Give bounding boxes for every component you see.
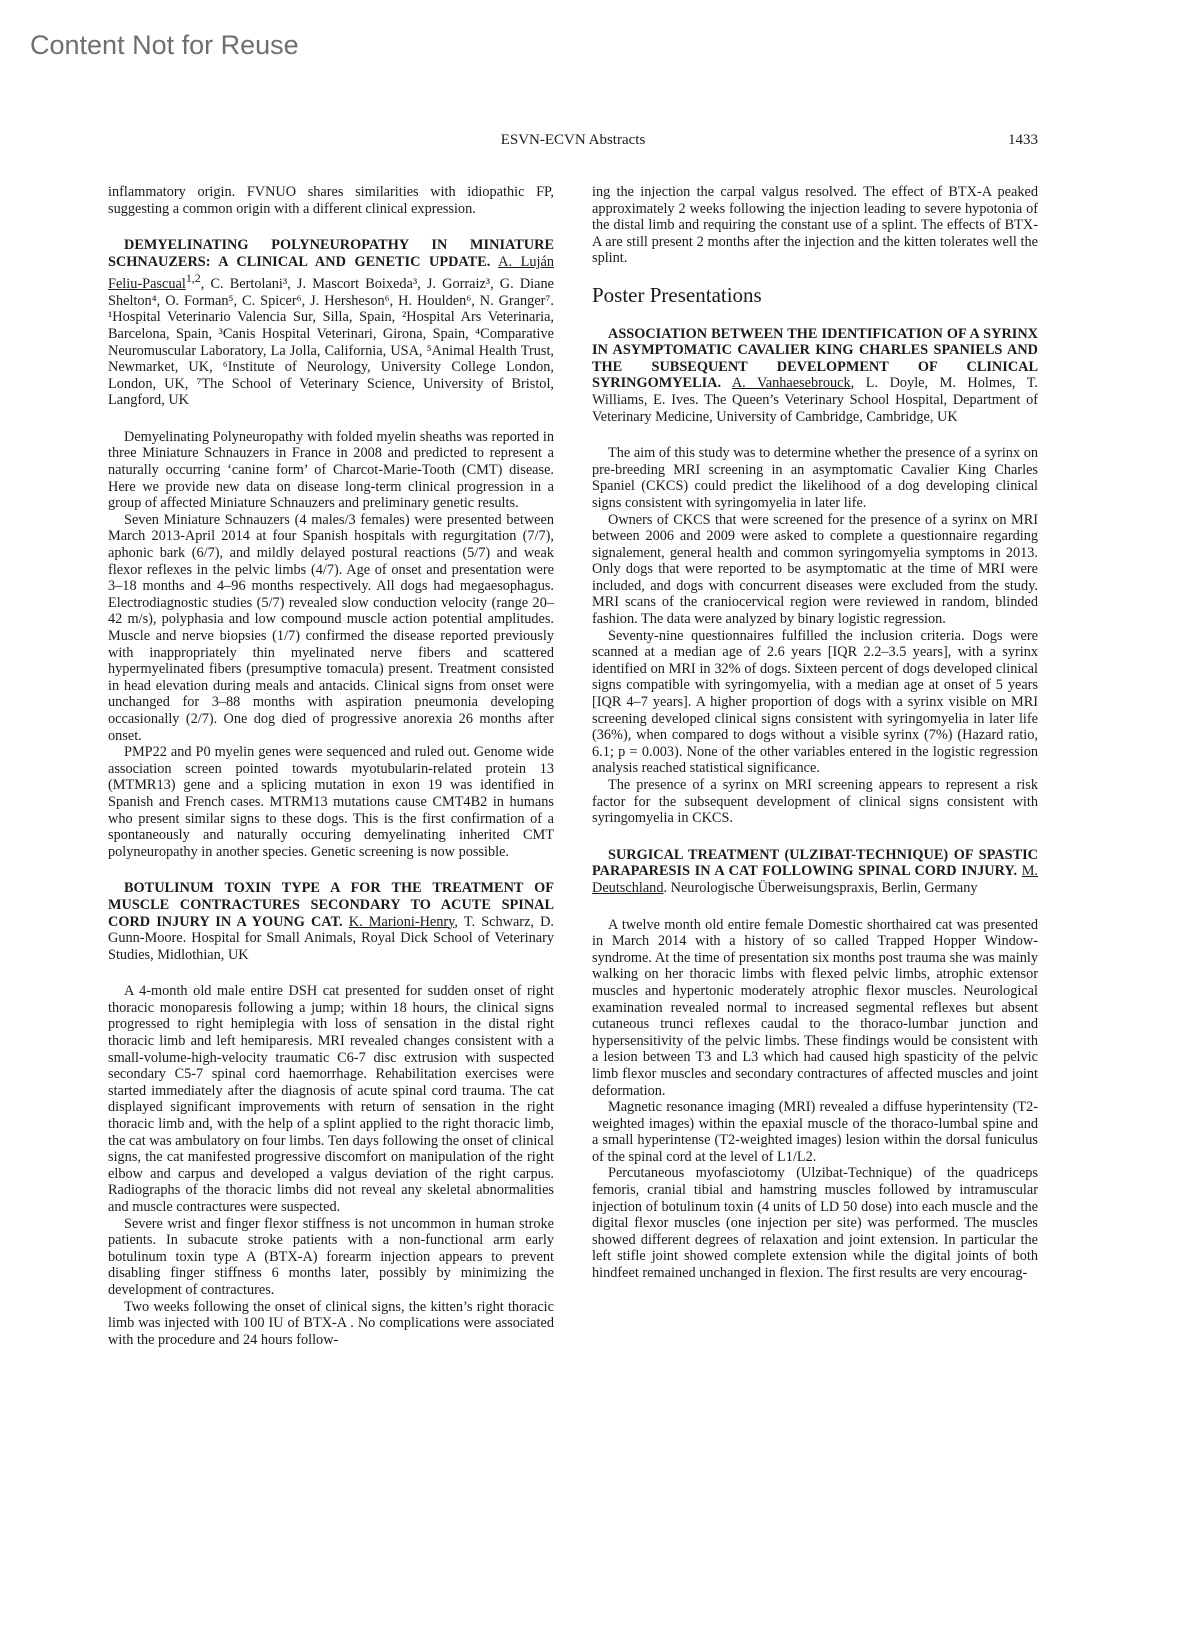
- presenting-author: A. Luján Feliu-Pascual: [108, 253, 554, 293]
- affiliations: Neurologische Überweisungspraxis, Berlin, Germany: [670, 879, 978, 896]
- abstract-paragraph: The aim of this study was to determine whether the presence of a syrinx on pre-breeding MRI screening in an asymptomatic Cavalier King Charles Spaniel (CKCS) could predict the likelihood of a dog developing clinical signs consistent with syringomyelia in later life.: [592, 445, 1038, 511]
- abstract-header-syrinx: [592, 326, 1038, 426]
- abstract-paragraph: The presence of a syrinx on MRI screening appears to represent a risk factor for the subsequent development of clinical signs consistent with syringomyelia in CKCS.: [592, 777, 1038, 827]
- presenting-author: K. Marioni-Henry: [348, 913, 455, 930]
- affiliations: The Queen’s Veterinary School Hospital, Department of Veterinary Medicine, University of Cambridge, Cambridge, UK: [592, 391, 1038, 425]
- abstract-paragraph: A 4-month old male entire DSH cat presented for sudden onset of right thoracic monoparesis following a jump; within 18 hours, the clinical signs progressed to right hemiplegia with loss of sensation in the distal right thoracic limb and left hemiparesis. MRI revealed changes consistent with a small-volume-high-velocity traumatic C6-7 disc extrusion with suspected secondary C5-7 spinal cord haemorrhage. Rehabilitation exercises were started immediately after the diagnosis of acute spinal cord trauma. The cat displayed significant improvements with return of sensation in the right thoracic limb and, with the help of a splint applied to the right thoracic limb, the cat was ambulatory on four limbs. Ten days following the onset of clinical signs, the cat manifested progressive discomfort on manipulation of the right elbow and carpus and developed a valgus deviation of the right carpus. Radiographs of the thoracic limbs did not reveal any skeletal abnormalities and muscle contractures were suspected.: [108, 983, 554, 1216]
- abstract-paragraph: PMP22 and P0 myelin genes were sequenced and ruled out. Genome wide association screen pointed towards myotubularin-related protein 13 (MTMR13) gene and a splicing mutation in exon 19 was identified in Spanish and French cases. MTRM13 mutations cause CMT4B2 in humans who present similar signs to these dogs. This is the first confirmation of a spontaneously and naturally occuring demyelinating inherited CMT polyneuropathy in another species. Genetic screening is now possible.: [108, 744, 554, 860]
- affiliations: ¹Hospital Veterinario Valencia Sur, Silla, Spain, ²Hospital Ars Veterinaria, Barcelona, Spain, ³Canis Hospital Veterinari, Girona, Spain, ⁴Comparative Neuromuscular Laboratory, La Jolla, California, USA, ⁵Animal Health Trust, Newmarket, UK, ⁶Institute of Neurology, University College London, London, UK, ⁷The School of Veterinary Science, University of Bristol, Langford, UK: [108, 309, 554, 409]
- section-heading: Poster Presentations: [592, 282, 762, 307]
- affiliations: Hospital for Small Animals, Royal Dick School of Veterinary Studies, Midlothian, UK: [108, 930, 555, 963]
- watermark: Content Not for Reuse: [30, 30, 299, 60]
- presenting-author: A. Vanhaesebrouck: [731, 375, 851, 392]
- abstract-title: SURGICAL TREATMENT (ULZIBAT-TECHNIQUE) OF SPASTIC PARAPARESIS IN A CAT FOLLOWING SPINAL CORD INJURY.: [592, 846, 1038, 880]
- author-list: , L. Doyle, M. Holmes, T. Williams, E. Ives.: [592, 375, 1038, 408]
- author-list: , T. Schwarz, D. Gunn-Moore.: [108, 913, 555, 947]
- abstract-title: DEMYELINATING POLYNEUROPATHY IN MINIATURE SCHNAUZERS: A CLINICAL AND GENETIC UPDATE.: [108, 237, 554, 270]
- left-column: [108, 184, 554, 1348]
- page-number: 1433: [1008, 132, 1038, 148]
- abstract-header-demyelinating: [108, 237, 554, 409]
- abstract-paragraph: Seven Miniature Schnauzers (4 males/3 females) were presented between March 2013-April 2014 at four Spanish hospitals with regurgitation (7/7), aphonic bark (6/7), and mildly delayed postural reactions (5/7) and weak flexor reflexes in the pelvic limbs (4/7). Age of onset and presentation were 3–18 months and 4–96 months respectively. All dogs had megaesophagus. Electrodiagnostic studies (5/7) revealed slow conduction velocity (range 20–42 m/s), polyphasia and low compound muscle action potential amplitudes. Muscle and nerve biopsies (1/7) confirmed the disease reported previously with inappropriately thin myelinated nerve fibers and scattered hypermyelinated fibers (presumptive tomacula) present. Treatment consisted in head elevation during meals and antacids. Clinical signs from onset were unchanged for 3–88 months with aspiration pneumonia developing occasionally (2/7). One dog died of progressive anorexia 26 months after onset.: [108, 511, 554, 744]
- abstract-paragraph: Magnetic resonance imaging (MRI) revealed a diffuse hyperintensity (T2-weighted images) within the epaxial muscle of the thoraco-lumbal spine and a small hyperintense (T2-weighted images) lesion within the dorsal funiculus of the spinal cord at the level of L1/L2.: [592, 1099, 1038, 1165]
- continued-text: ing the injection the carpal valgus resolved. The effect of BTX-A peaked approximately 2 weeks following the injection leading to severe hypotonia of the distal limb and requiring the constant use of a splint. The effects of BTX-A are still present 2 months after the injection and the kitten tolerates well the splint.: [592, 184, 1038, 267]
- abstract-header-ulzibat: [592, 847, 1038, 897]
- abstract-paragraph: Severe wrist and finger flexor stiffness is not uncommon in human stroke patients. In subacute stroke patients with a non-functional arm early botulinum toxin type A (BTX-A) forearm injection appears to prevent disabling finger stiffness 6 months later, possibly by minimizing the development of contractures.: [108, 1215, 554, 1298]
- author-list: .: [663, 879, 668, 896]
- presenter-superscript: 1,2: [185, 271, 201, 286]
- abstract-paragraph: Two weeks following the onset of clinical signs, the kitten’s right thoracic limb was injected with 100 IU of BTX-A . No complications were associated with the procedure and 24 hours follow-: [108, 1298, 554, 1348]
- abstract-paragraph: Seventy-nine questionnaires fulfilled the inclusion criteria. Dogs were scanned at a median age of 2.6 years [IQR 2.2–3.5 years], with a syrinx identified on MRI in 32% of dogs. Sixteen percent of dogs developed clinical signs compatible with syringomyelia, with a median age at onset of 5 years [IQR 4–7 years]. A higher proportion of dogs with a syrinx visible on MRI screening developed clinical signs consistent with syringomyelia in later life (36%), when compared to dogs without a visible syrinx (7%) (Hazard ratio, 6.1; p = 0.003). None of the other variables entered in the logistic regression analysis reached statistical significance.: [592, 627, 1038, 777]
- continued-text: inflammatory origin. FVNUO shares similarities with idiopathic FP, suggesting a common origin with a different clinical expression.: [108, 184, 554, 217]
- abstract-paragraph: A twelve month old entire female Domestic shorthaired cat was presented in March 2014 with a history of so called Trapped Hopper Window-syndrome. At the time of presentation six months post trauma she was mainly walking on her thoracic limbs with flexed pelvic limbs, atrophic extensor muscles and hypertonic moderately atrophic flexor muscles. Neurological examination revealed normal to increased segmental reflexes but absent cutaneous trunci reflexes caudal to the thoraco-lumbar junction and hypersensitivity of the pelvic limbs. These findings would be consistent with a lesion between T3 and L3 which had caused high spasticity of the pelvic limb flexor muscles and secondary contractures of affected muscles and joint deformation.: [592, 916, 1038, 1099]
- abstract-paragraph: Percutaneous myofasciotomy (Ulzibat-Technique) of the quadriceps femoris, cranial tibial and hamstring muscles followed by intramuscular injection of botulinum toxin (4 units of LD 50 dose) into each muscle and the digital flexor muscles (one injection per site) was performed. The muscles showed different degrees of relaxation and joint extension. In particular the left stifle joint showed complete extension while the digital joints of both hindfeet remained unchanged in flexion. The first results are very encourag-: [592, 1165, 1038, 1282]
- abstract-paragraph: Owners of CKCS that were screened for the presence of a syrinx on MRI between 2006 and 2009 were asked to complete a questionnaire regarding signalement, general health and common syringomyelia symptoms in 2013. Only dogs that were reported to be asymptomatic at the time of MRI were included, and dogs with concurrent diseases were excluded from the study. MRI scans of the craniocervical region were reviewed in random, blinded fashion. The data were analyzed by binary logistic regression.: [592, 511, 1038, 628]
- author-list: , C. Bertolani³, J. Mascort Boixeda³, J. Gorraiz³, G. Diane Shelton⁴, O. Forman⁵, C. Spicer⁶, J. Hersheson⁶, H. Houlden⁶, N. Granger⁷.: [108, 276, 554, 309]
- abstract-title: ASSOCIATION BETWEEN THE IDENTIFICATION OF A SYRINX IN ASYMPTOMATIC CAVALIER KING CHARLES SPANIELS AND THE SUBSEQUENT DEVELOPMENT OF CLINICAL SYRINGOMYELIA.: [592, 325, 1038, 392]
- journal-title: ESVN-ECVN Abstracts: [500, 132, 646, 148]
- right-column: [592, 184, 1038, 1282]
- presenting-author: M. Deutschland: [592, 863, 1038, 896]
- abstract-title: BOTULINUM TOXIN TYPE A FOR THE TREATMENT OF MUSCLE CONTRACTURES SECONDARY TO ACUTE SPINAL CORD INJURY IN A YOUNG CAT.: [108, 880, 554, 930]
- abstract-header-botulinum: [108, 880, 554, 963]
- abstract-paragraph: Demyelinating Polyneuropathy with folded myelin sheaths was reported in three Miniature Schnauzers in France in 2008 and predicted to represent a naturally occurring ‘canine form’ of Charcot-Marie-Tooth (CMT) disease. Here we provide new data on disease long-term clinical progression in a group of affected Miniature Schnauzers and preliminary genetic results.: [108, 428, 554, 512]
